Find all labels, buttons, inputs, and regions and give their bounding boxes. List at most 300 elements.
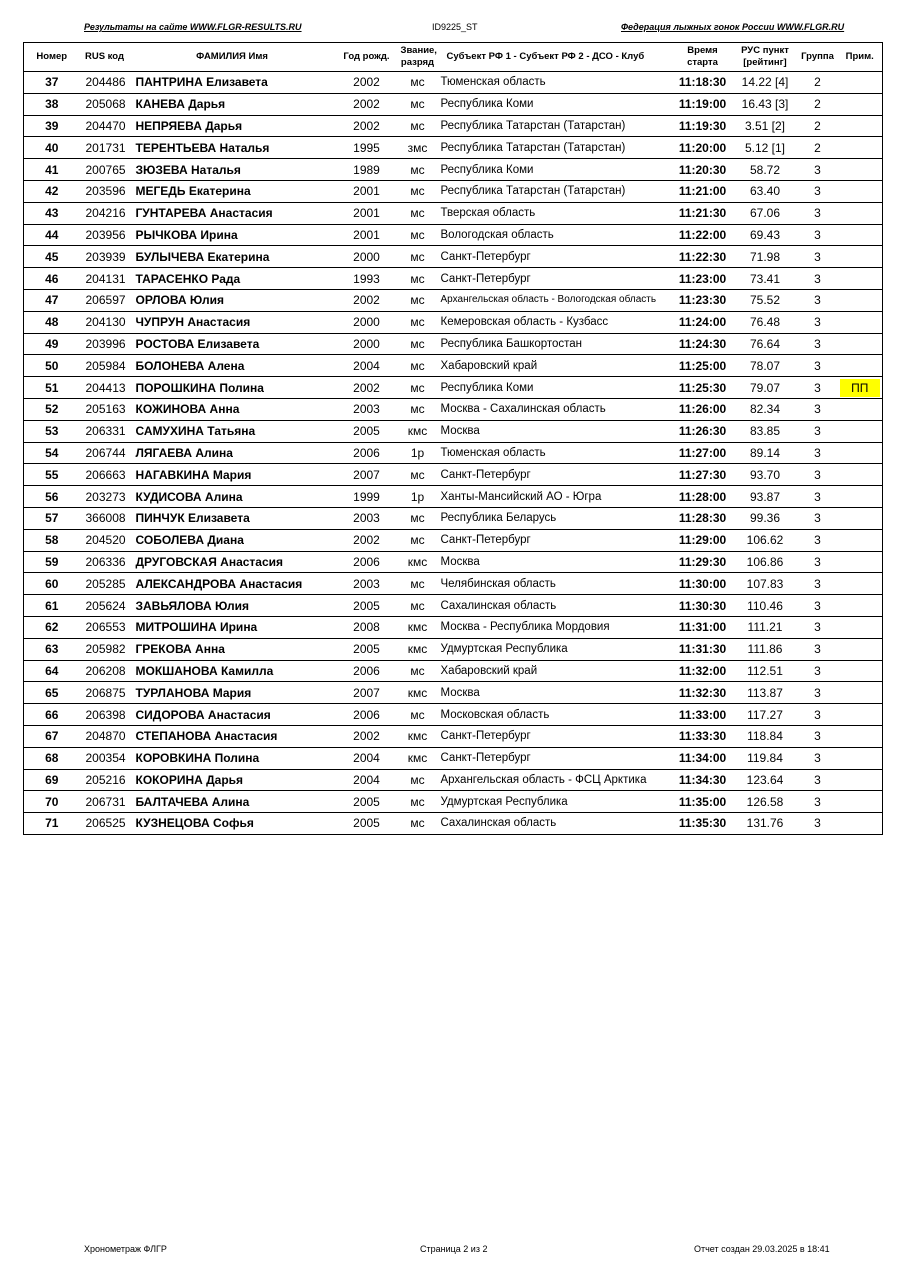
- cell-athlete-name: ПОРОШКИНА Полина: [130, 377, 335, 399]
- cell-start-group: 3: [798, 311, 838, 333]
- table-row: [24, 616, 883, 638]
- cell-start-time: 11:33:30: [673, 725, 733, 747]
- cell-sport-rank: мс: [399, 224, 437, 246]
- cell-note: [838, 180, 883, 202]
- cell-bib-number: 45: [24, 246, 80, 268]
- cell-athlete-name: БОЛОНЕВА Алена: [130, 355, 335, 377]
- cell-region: Республика Башкортостан: [437, 333, 673, 355]
- cell-start-time: 11:34:00: [673, 747, 733, 769]
- cell-birth-year: 2006: [335, 704, 399, 726]
- cell-start-time: 11:28:30: [673, 507, 733, 529]
- cell-birth-year: 2002: [335, 529, 399, 551]
- cell-note: [838, 813, 883, 835]
- cell-rus-points: 106.86: [733, 551, 798, 573]
- cell-bib-number: 70: [24, 791, 80, 813]
- cell-note: [838, 115, 883, 137]
- cell-bib-number: 52: [24, 398, 80, 420]
- cell-note: [838, 791, 883, 813]
- cell-start-group: 3: [798, 268, 838, 290]
- col-header-rus-code: RUS код: [80, 43, 130, 72]
- cell-rus-points: 67.06: [733, 202, 798, 224]
- cell-bib-number: 38: [24, 93, 80, 115]
- cell-rus-points: 111.21: [733, 616, 798, 638]
- note-badge: ПП: [840, 379, 880, 397]
- cell-bib-number: 51: [24, 377, 80, 399]
- cell-birth-year: 2002: [335, 72, 399, 94]
- cell-rus-points: 69.43: [733, 224, 798, 246]
- cell-birth-year: 2003: [335, 573, 399, 595]
- col-header-time-line2: старта: [687, 57, 718, 68]
- table-row: [24, 660, 883, 682]
- cell-rus-points: 76.48: [733, 311, 798, 333]
- cell-birth-year: 2003: [335, 398, 399, 420]
- cell-note: [838, 224, 883, 246]
- cell-rus-points: 110.46: [733, 595, 798, 617]
- table-row: [24, 595, 883, 617]
- cell-start-group: 3: [798, 573, 838, 595]
- cell-note: [838, 507, 883, 529]
- cell-athlete-name: МИТРОШИНА Ирина: [130, 616, 335, 638]
- cell-start-time: 11:28:00: [673, 486, 733, 508]
- cell-rus-points: 5.12 [1]: [733, 137, 798, 159]
- cell-athlete-name: РЫЧКОВА Ирина: [130, 224, 335, 246]
- cell-start-group: 3: [798, 747, 838, 769]
- cell-rus-code: 366008: [80, 507, 130, 529]
- cell-start-time: 11:32:00: [673, 660, 733, 682]
- cell-athlete-name: ПАНТРИНА Елизавета: [130, 72, 335, 94]
- cell-region: Республика Коми: [437, 159, 673, 181]
- cell-note: [838, 725, 883, 747]
- cell-rus-code: 205624: [80, 595, 130, 617]
- cell-rus-code: 203956: [80, 224, 130, 246]
- cell-athlete-name: НАГАВКИНА Мария: [130, 464, 335, 486]
- cell-start-group: 3: [798, 246, 838, 268]
- cell-birth-year: 2002: [335, 725, 399, 747]
- table-row: [24, 311, 883, 333]
- cell-bib-number: 53: [24, 420, 80, 442]
- cell-birth-year: 1995: [335, 137, 399, 159]
- cell-birth-year: 2005: [335, 791, 399, 813]
- cell-sport-rank: мс: [399, 464, 437, 486]
- cell-rus-points: 78.07: [733, 355, 798, 377]
- cell-rus-points: 99.36: [733, 507, 798, 529]
- cell-birth-year: 2001: [335, 224, 399, 246]
- cell-start-group: 3: [798, 791, 838, 813]
- cell-birth-year: 2006: [335, 551, 399, 573]
- cell-birth-year: 2007: [335, 464, 399, 486]
- cell-birth-year: 2002: [335, 289, 399, 311]
- cell-start-time: 11:31:30: [673, 638, 733, 660]
- cell-start-time: 11:20:30: [673, 159, 733, 181]
- cell-start-group: 2: [798, 93, 838, 115]
- table-row: [24, 93, 883, 115]
- cell-sport-rank: кмс: [399, 682, 437, 704]
- cell-rus-code: 204131: [80, 268, 130, 290]
- cell-start-time: 11:18:30: [673, 72, 733, 94]
- cell-bib-number: 57: [24, 507, 80, 529]
- cell-region: Архангельская область - Вологодская область: [437, 289, 673, 311]
- cell-sport-rank: мс: [399, 595, 437, 617]
- cell-rus-points: 123.64: [733, 769, 798, 791]
- cell-athlete-name: ГРЕКОВА Анна: [130, 638, 335, 660]
- table-row: [24, 377, 883, 399]
- cell-region: Москва - Сахалинская область: [437, 398, 673, 420]
- cell-rus-points: 117.27: [733, 704, 798, 726]
- cell-bib-number: 67: [24, 725, 80, 747]
- col-header-name: ФАМИЛИЯ Имя: [130, 43, 335, 72]
- cell-region: Санкт-Петербург: [437, 529, 673, 551]
- table-row: [24, 704, 883, 726]
- table-body: [24, 72, 883, 835]
- cell-birth-year: 2000: [335, 246, 399, 268]
- cell-region: Республика Беларусь: [437, 507, 673, 529]
- cell-rus-code: 203273: [80, 486, 130, 508]
- cell-bib-number: 41: [24, 159, 80, 181]
- table-row: [24, 355, 883, 377]
- cell-rus-code: 204470: [80, 115, 130, 137]
- cell-sport-rank: кмс: [399, 638, 437, 660]
- cell-bib-number: 60: [24, 573, 80, 595]
- federation-link[interactable]: Федерация лыжных гонок России WWW.FLGR.RU: [621, 22, 845, 32]
- cell-bib-number: 61: [24, 595, 80, 617]
- cell-rus-code: 206398: [80, 704, 130, 726]
- cell-note: [838, 72, 883, 94]
- cell-note: [838, 311, 883, 333]
- cell-region: Тюменская область: [437, 72, 673, 94]
- cell-region: Москва: [437, 682, 673, 704]
- cell-athlete-name: СОБОЛЕВА Диана: [130, 529, 335, 551]
- cell-athlete-name: САМУХИНА Татьяна: [130, 420, 335, 442]
- cell-rus-code: 206875: [80, 682, 130, 704]
- cell-athlete-name: ГУНТАРЕВА Анастасия: [130, 202, 335, 224]
- cell-rus-points: 58.72: [733, 159, 798, 181]
- table-row: [24, 638, 883, 660]
- cell-rus-code: 205163: [80, 398, 130, 420]
- cell-bib-number: 43: [24, 202, 80, 224]
- cell-start-group: 3: [798, 289, 838, 311]
- cell-start-time: 11:24:00: [673, 311, 733, 333]
- cell-athlete-name: АЛЕКСАНДРОВА Анастасия: [130, 573, 335, 595]
- results-site-link[interactable]: Результаты на сайте WWW.FLGR-RESULTS.RU: [84, 22, 302, 32]
- table-row: [24, 398, 883, 420]
- cell-birth-year: 2004: [335, 769, 399, 791]
- cell-rus-code: 206553: [80, 616, 130, 638]
- table-row: [24, 769, 883, 791]
- cell-note: [838, 464, 883, 486]
- table-row: [24, 246, 883, 268]
- cell-region: Санкт-Петербург: [437, 268, 673, 290]
- cell-note: [838, 377, 883, 399]
- cell-rus-points: 107.83: [733, 573, 798, 595]
- cell-region: Московская область: [437, 704, 673, 726]
- cell-sport-rank: мс: [399, 398, 437, 420]
- cell-rus-points: 83.85: [733, 420, 798, 442]
- cell-bib-number: 62: [24, 616, 80, 638]
- cell-birth-year: 2000: [335, 333, 399, 355]
- cell-rus-points: 126.58: [733, 791, 798, 813]
- cell-rus-code: 206336: [80, 551, 130, 573]
- cell-rus-points: 3.51 [2]: [733, 115, 798, 137]
- cell-rus-code: 206525: [80, 813, 130, 835]
- col-header-start-time: [673, 43, 733, 72]
- cell-sport-rank: мс: [399, 333, 437, 355]
- cell-note: [838, 420, 883, 442]
- cell-region: Санкт-Петербург: [437, 725, 673, 747]
- cell-birth-year: 2002: [335, 115, 399, 137]
- cell-rus-points: 93.87: [733, 486, 798, 508]
- cell-note: [838, 682, 883, 704]
- cell-start-time: 11:35:00: [673, 791, 733, 813]
- col-header-rank: [399, 43, 437, 72]
- cell-athlete-name: РОСТОВА Елизавета: [130, 333, 335, 355]
- cell-bib-number: 47: [24, 289, 80, 311]
- cell-sport-rank: змс: [399, 137, 437, 159]
- cell-sport-rank: мс: [399, 355, 437, 377]
- cell-sport-rank: мс: [399, 813, 437, 835]
- table-row: [24, 72, 883, 94]
- cell-region: Ханты-Мансийский АО - Югра: [437, 486, 673, 508]
- cell-rus-code: 206331: [80, 420, 130, 442]
- cell-start-group: 3: [798, 333, 838, 355]
- cell-athlete-name: МОКШАНОВА Камилла: [130, 660, 335, 682]
- cell-athlete-name: ЗЮЗЕВА Наталья: [130, 159, 335, 181]
- cell-note: [838, 398, 883, 420]
- cell-note: [838, 137, 883, 159]
- cell-rus-code: 204216: [80, 202, 130, 224]
- cell-bib-number: 49: [24, 333, 80, 355]
- cell-sport-rank: мс: [399, 268, 437, 290]
- cell-birth-year: 2002: [335, 377, 399, 399]
- cell-rus-code: 203996: [80, 333, 130, 355]
- cell-region: Республика Татарстан (Татарстан): [437, 180, 673, 202]
- footer-page-number: Страница 2 из 2: [420, 1244, 488, 1254]
- cell-athlete-name: ТЕРЕНТЬЕВА Наталья: [130, 137, 335, 159]
- cell-sport-rank: кмс: [399, 551, 437, 573]
- cell-region: Республика Коми: [437, 377, 673, 399]
- cell-start-group: 3: [798, 420, 838, 442]
- cell-birth-year: 2004: [335, 355, 399, 377]
- col-header-region: Субъект РФ 1 - Субъект РФ 2 - ДСО - Клуб: [437, 43, 673, 72]
- cell-rus-code: 206731: [80, 791, 130, 813]
- col-header-note: Прим.: [838, 43, 883, 72]
- cell-athlete-name: ТАРАСЕНКО Рада: [130, 268, 335, 290]
- table-row: [24, 333, 883, 355]
- cell-rus-points: 63.40: [733, 180, 798, 202]
- cell-rus-points: 16.43 [3]: [733, 93, 798, 115]
- cell-note: [838, 289, 883, 311]
- cell-sport-rank: мс: [399, 377, 437, 399]
- cell-rus-points: 14.22 [4]: [733, 72, 798, 94]
- cell-sport-rank: мс: [399, 202, 437, 224]
- cell-athlete-name: СИДОРОВА Анастасия: [130, 704, 335, 726]
- cell-rus-code: 206663: [80, 464, 130, 486]
- cell-start-group: 3: [798, 355, 838, 377]
- cell-athlete-name: ЛЯГАЕВА Алина: [130, 442, 335, 464]
- cell-bib-number: 48: [24, 311, 80, 333]
- col-header-points-line1: РУС пункт: [741, 45, 789, 56]
- cell-rus-code: 203596: [80, 180, 130, 202]
- cell-rus-points: 89.14: [733, 442, 798, 464]
- cell-start-group: 3: [798, 638, 838, 660]
- cell-note: [838, 660, 883, 682]
- cell-region: Москва: [437, 420, 673, 442]
- cell-start-group: 3: [798, 529, 838, 551]
- cell-athlete-name: КУЗНЕЦОВА Софья: [130, 813, 335, 835]
- table-header-row: [24, 43, 883, 72]
- table-row: [24, 464, 883, 486]
- cell-sport-rank: мс: [399, 180, 437, 202]
- cell-region: Сахалинская область: [437, 595, 673, 617]
- cell-start-group: 3: [798, 660, 838, 682]
- table-row: [24, 420, 883, 442]
- cell-athlete-name: КОРОВКИНА Полина: [130, 747, 335, 769]
- cell-sport-rank: мс: [399, 159, 437, 181]
- table-row: [24, 268, 883, 290]
- cell-rus-code: 204520: [80, 529, 130, 551]
- cell-note: [838, 573, 883, 595]
- cell-athlete-name: ЗАВЬЯЛОВА Юлия: [130, 595, 335, 617]
- cell-athlete-name: ТУРЛАНОВА Мария: [130, 682, 335, 704]
- cell-note: [838, 704, 883, 726]
- cell-region: Республика Татарстан (Татарстан): [437, 137, 673, 159]
- table-row: [24, 529, 883, 551]
- cell-region: Санкт-Петербург: [437, 747, 673, 769]
- cell-start-group: 3: [798, 398, 838, 420]
- cell-sport-rank: мс: [399, 115, 437, 137]
- col-header-time-line1: Время: [687, 45, 718, 56]
- cell-bib-number: 39: [24, 115, 80, 137]
- cell-athlete-name: КОЖИНОВА Анна: [130, 398, 335, 420]
- cell-rus-code: 206597: [80, 289, 130, 311]
- cell-start-group: 3: [798, 813, 838, 835]
- cell-region: Москва - Республика Мордовия: [437, 616, 673, 638]
- cell-athlete-name: МЕГЕДЬ Екатерина: [130, 180, 335, 202]
- cell-birth-year: 1993: [335, 268, 399, 290]
- cell-region: Санкт-Петербург: [437, 246, 673, 268]
- cell-sport-rank: 1р: [399, 442, 437, 464]
- cell-birth-year: 2001: [335, 180, 399, 202]
- cell-birth-year: 2005: [335, 638, 399, 660]
- cell-rus-code: 200765: [80, 159, 130, 181]
- cell-bib-number: 64: [24, 660, 80, 682]
- cell-sport-rank: мс: [399, 769, 437, 791]
- cell-start-group: 3: [798, 486, 838, 508]
- document-id: ID9225_ST: [432, 22, 478, 32]
- cell-rus-code: 206744: [80, 442, 130, 464]
- cell-rus-code: 201731: [80, 137, 130, 159]
- col-header-rank-line2: разряд: [400, 57, 435, 68]
- cell-sport-rank: мс: [399, 93, 437, 115]
- cell-birth-year: 2000: [335, 311, 399, 333]
- table-row: [24, 137, 883, 159]
- cell-region: Тюменская область: [437, 442, 673, 464]
- cell-rus-points: 79.07: [733, 377, 798, 399]
- cell-sport-rank: мс: [399, 529, 437, 551]
- cell-rus-code: 205285: [80, 573, 130, 595]
- cell-region: Хабаровский край: [437, 660, 673, 682]
- cell-rus-code: 205984: [80, 355, 130, 377]
- cell-rus-points: 113.87: [733, 682, 798, 704]
- cell-rus-points: 111.86: [733, 638, 798, 660]
- cell-start-time: 11:31:00: [673, 616, 733, 638]
- cell-region: Архангельская область - ФСЦ Арктика: [437, 769, 673, 791]
- cell-note: [838, 442, 883, 464]
- cell-sport-rank: мс: [399, 507, 437, 529]
- table-row: [24, 224, 883, 246]
- cell-birth-year: 1999: [335, 486, 399, 508]
- cell-region: Вологодская область: [437, 224, 673, 246]
- cell-bib-number: 71: [24, 813, 80, 835]
- table-row: [24, 289, 883, 311]
- cell-start-time: 11:29:00: [673, 529, 733, 551]
- cell-rus-points: 118.84: [733, 725, 798, 747]
- start-list-table: [23, 42, 883, 835]
- cell-sport-rank: мс: [399, 311, 437, 333]
- cell-start-time: 11:25:30: [673, 377, 733, 399]
- cell-birth-year: 2006: [335, 660, 399, 682]
- table-row: [24, 551, 883, 573]
- cell-start-time: 11:34:30: [673, 769, 733, 791]
- cell-athlete-name: ПИНЧУК Елизавета: [130, 507, 335, 529]
- footer-report-created: Отчет создан 29.03.2025 в 18:41: [694, 1244, 830, 1254]
- col-header-points-line2: [рейтинг]: [743, 57, 787, 68]
- cell-bib-number: 50: [24, 355, 80, 377]
- cell-start-time: 11:19:30: [673, 115, 733, 137]
- table-row: [24, 573, 883, 595]
- cell-sport-rank: мс: [399, 660, 437, 682]
- cell-region: Удмуртская Республика: [437, 791, 673, 813]
- cell-note: [838, 616, 883, 638]
- cell-birth-year: 2008: [335, 616, 399, 638]
- cell-note: [838, 769, 883, 791]
- cell-bib-number: 56: [24, 486, 80, 508]
- cell-start-group: 3: [798, 769, 838, 791]
- cell-start-group: 3: [798, 202, 838, 224]
- cell-birth-year: 1989: [335, 159, 399, 181]
- cell-note: [838, 551, 883, 573]
- cell-start-group: 3: [798, 704, 838, 726]
- cell-region: Хабаровский край: [437, 355, 673, 377]
- cell-bib-number: 65: [24, 682, 80, 704]
- cell-birth-year: 2005: [335, 595, 399, 617]
- cell-rus-code: 205068: [80, 93, 130, 115]
- cell-start-group: 3: [798, 682, 838, 704]
- cell-rus-code: 205982: [80, 638, 130, 660]
- cell-athlete-name: КУДИСОВА Алина: [130, 486, 335, 508]
- cell-bib-number: 37: [24, 72, 80, 94]
- page-header: [0, 22, 906, 38]
- cell-rus-points: 82.34: [733, 398, 798, 420]
- cell-bib-number: 54: [24, 442, 80, 464]
- table-row: [24, 725, 883, 747]
- cell-athlete-name: ОРЛОВА Юлия: [130, 289, 335, 311]
- cell-start-time: 11:27:30: [673, 464, 733, 486]
- cell-rus-points: 75.52: [733, 289, 798, 311]
- cell-note: [838, 93, 883, 115]
- cell-bib-number: 69: [24, 769, 80, 791]
- cell-bib-number: 63: [24, 638, 80, 660]
- cell-start-group: 3: [798, 224, 838, 246]
- cell-note: [838, 202, 883, 224]
- table-row: [24, 791, 883, 813]
- cell-bib-number: 44: [24, 224, 80, 246]
- cell-region: Удмуртская Республика: [437, 638, 673, 660]
- cell-birth-year: 2005: [335, 813, 399, 835]
- cell-birth-year: 2003: [335, 507, 399, 529]
- cell-start-time: 11:27:00: [673, 442, 733, 464]
- cell-birth-year: 2005: [335, 420, 399, 442]
- cell-rus-code: 204486: [80, 72, 130, 94]
